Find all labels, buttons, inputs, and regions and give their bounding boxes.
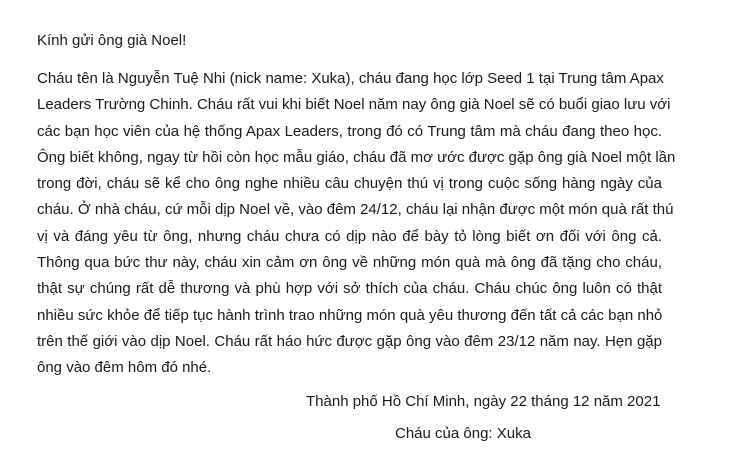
body-line: Ông biết không, ngay từ hồi còn học mẫu giáo, cháu đã mơ ước được gặp ông già Noel một lần	[37, 148, 676, 166]
body-line: thật sự chúng rất dễ thương và phù hợp với sở thích của cháu. Cháu chúc ông luôn có thật	[37, 280, 662, 298]
body-line: ông vào đêm hôm đó nhé.	[37, 359, 212, 377]
body-line: vị và đáng yêu từ ông, nhưng cháu chưa có dịp nào để bày tỏ lòng biết ơn đối với ông cả.	[37, 227, 662, 245]
letter-body	[37, 66, 676, 382]
letter-signature: Cháu của ông: Xuka	[395, 425, 531, 442]
body-line: trên thế giới vào dịp Noel. Cháu rất háo hức được gặp ông vào đêm 23/12 năm nay. Hẹn gặp	[37, 332, 662, 350]
letter-greeting: Kính gửi ông già Noel!	[37, 32, 187, 49]
letter-date-line: Thành phố Hồ Chí Minh, ngày 22 tháng 12 năm 2021	[306, 393, 661, 410]
body-line: nhiều sức khỏe để tiếp tục hành trình trao những món quà yêu thương đến tất cả các bạn nhỏ	[37, 306, 663, 324]
body-line: Leaders Trường Chinh. Cháu rất vui khi biết Noel năm nay ông già Noel sẽ có buổi giao lưu với	[37, 96, 671, 114]
body-line: Cháu tên là Nguyễn Tuệ Nhi (nick name: Xuka), cháu đang học lớp Seed 1 tại Trung tâm Apax	[37, 70, 664, 87]
body-line: cháu. Ở nhà cháu, cứ mỗi dịp Noel về, vào đêm 24/12, cháu lại nhận được một món quà rất thú	[37, 201, 674, 219]
body-line: Thông qua bức thư này, cháu xin cảm ơn ông về những món quà mà ông đã tặng cho cháu,	[37, 254, 662, 272]
body-line: các bạn học viên của hệ thống Apax Leaders, trong đó có Trung tâm mà cháu đang theo học.	[37, 122, 662, 140]
body-line: trong đời, cháu sẽ kể cho ông nghe nhiều câu chuyện thú vị trong cuộc sống hàng ngày của	[37, 175, 662, 193]
